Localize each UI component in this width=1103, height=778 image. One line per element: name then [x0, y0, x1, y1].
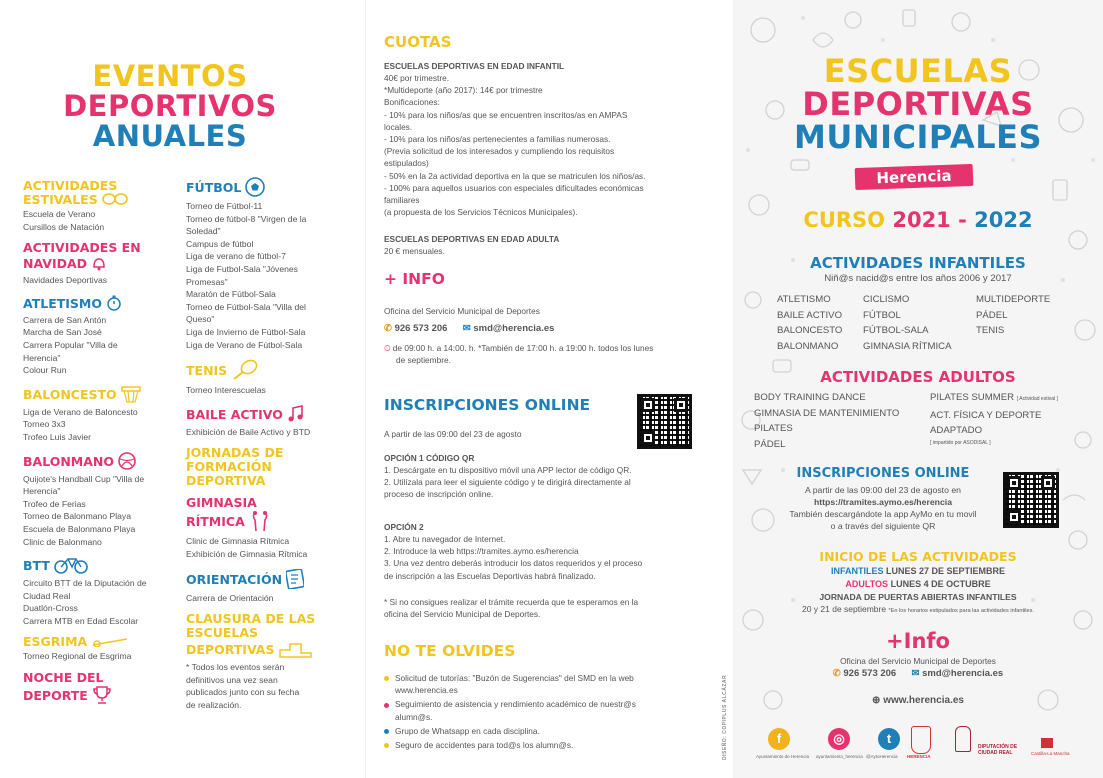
event-item: Carrera MTB en Edad Escolar — [23, 615, 139, 626]
handball-icon — [118, 452, 136, 473]
child-activity: GIMNASIA RÍTMICA — [863, 340, 952, 352]
event-item: Torneo 3x3 — [23, 419, 66, 430]
reminder-text: Seguro de accidentes para tod@s los alumn@s. — [395, 740, 574, 751]
info-title: + INFO — [384, 270, 445, 288]
reminder-item — [384, 739, 724, 751]
info-office: Oficina del Servicio Municipal de Deportes — [384, 306, 540, 316]
child-activity: MULTIDEPORTE — [976, 294, 1051, 305]
event-item: Carrera Popular "Villa de — [23, 339, 118, 350]
activity-note: [ Actividad estival ] — [1016, 396, 1058, 402]
heading-line: JORNADAS DE — [186, 445, 284, 461]
event-item: Ciudad Real — [23, 590, 71, 601]
event-item: Trofeo de Ferias — [23, 498, 86, 509]
inicio-inf-label: INFANTILES — [830, 566, 884, 576]
adult-activity: PÁDEL — [754, 438, 786, 450]
castilla-la-mancha-logo[interactable] — [1041, 738, 1053, 748]
title-line-2: DEPORTIVAS — [802, 85, 1034, 123]
event-item: Quijote's Handball Cup "Villa de — [23, 473, 145, 484]
heading-line: NOCHE DEL — [23, 669, 104, 685]
child-activity: BALONCESTO — [777, 325, 843, 336]
heading-line: GIMNASIA — [186, 495, 257, 511]
event-group — [186, 569, 346, 605]
adult-activity: ACT. FÍSICA Y DEPORTE — [930, 409, 1042, 421]
reminder-text: Seguimiento de asistencia y rendimiento académico de nuestr@s — [395, 699, 636, 710]
title-line-3: ANUALES — [92, 119, 248, 153]
text-line: familiares — [384, 195, 420, 206]
opcion-2 — [384, 521, 719, 582]
text-line: - 50% en la 2a actividad deportiva en la que se matriculen los niños/as. — [384, 170, 646, 181]
text-line: 1. Descárgate en tu dispositivo móvil una APP lector de código QR. — [384, 465, 632, 475]
note-line: de realización. — [186, 699, 242, 710]
event-item: Torneo Interescuelas — [186, 385, 266, 396]
child-activity: ATLETISMO — [777, 294, 831, 305]
event-item: Escuela de Verano — [23, 209, 96, 219]
activity-name: PILATES SUMMER — [930, 392, 1015, 403]
heading-line: ACTIVIDADES — [23, 178, 118, 193]
child-activity: BAILE ACTIVO — [777, 309, 843, 321]
event-item: Torneo Regional de Esgrima — [23, 650, 132, 661]
curso-label: CURSO — [803, 208, 886, 232]
event-group-heading — [186, 177, 346, 200]
note-line: oficina del Servicio Municipal de Deportes. — [384, 609, 541, 620]
note-line: * Si no consigues realizar el trámite recuerda que te esperamos en la — [384, 597, 639, 607]
text-line: 3. Una vez dentro deberás introducir los datos requeridos y el proceso — [384, 558, 643, 569]
reminder-text: www.herencia.es — [395, 685, 458, 696]
jornada-line — [733, 604, 1103, 614]
inscripciones-date: A partir de las 09:00 del 23 de agosto — [384, 429, 522, 439]
event-group-heading — [186, 359, 346, 384]
castilla-logo-label: Castilla-La Mancha — [1031, 751, 1070, 756]
event-item: Liga de Futbol-Sala "Jóvenes — [186, 263, 298, 274]
reminder-text: alumn@s. — [395, 711, 433, 722]
panel-cuotas — [366, 0, 733, 778]
cuotas-adulta — [384, 233, 719, 257]
diputacion-logo-label: DIPUTACIÓN DE CIUDAD REAL — [978, 744, 1018, 756]
events-right-column — [186, 177, 346, 669]
heading-line: ESTIVALES — [23, 193, 173, 208]
activity-note: [ impartido por ASODISAL ] — [930, 439, 991, 446]
tennis-racket-icon — [231, 359, 259, 384]
reminder-item — [384, 725, 724, 737]
reminder-line — [384, 739, 724, 751]
event-item: Torneo de Fútbol-Sala "Villa del — [186, 301, 306, 312]
event-item: Carrera de San Antón — [23, 314, 107, 325]
activity-column — [976, 292, 1050, 339]
text-line: 2. Utilízala para leer el siguiente código y te dirigirá directamente al — [384, 477, 631, 488]
event-item: Clinic de Balonmano — [23, 536, 102, 547]
events-left-column — [23, 179, 173, 716]
heading-line: BAILE ACTIVO — [186, 405, 346, 426]
inscripciones-title: INSCRIPCIONES ONLINE — [384, 396, 591, 414]
instagram-icon[interactable]: ◎ — [828, 728, 850, 750]
stopwatch-icon — [106, 295, 122, 314]
design-credit: DISEÑO: COPIPLUS ALCÁZAR — [722, 674, 728, 760]
inicio-title: INICIO DE LAS ACTIVIDADES — [819, 549, 1017, 564]
diputacion-logo[interactable] — [955, 726, 971, 752]
facebook-icon[interactable]: f — [768, 728, 790, 750]
bell-icon — [91, 255, 107, 274]
qr-finder — [641, 431, 655, 445]
note-line: * Todos los eventos serán — [186, 662, 285, 672]
infantiles-sub: Niñ@s nacid@s entre los años 2006 y 2017 — [824, 273, 1012, 284]
note — [384, 596, 719, 620]
clubs-icon — [249, 510, 271, 535]
text-line: - 10% para los niños/as que se encuentren inscritos/as en AMPAS — [384, 109, 628, 120]
event-item: Liga de Invierno de Fútbol-Sala — [186, 326, 306, 337]
event-item: Marcha de San José — [23, 327, 102, 338]
event-item: Carrera de Orientación — [186, 592, 274, 603]
event-item: Colour Run — [23, 365, 67, 376]
bullet-icon — [384, 743, 389, 748]
event-item: Maratón de Fútbol-Sala — [186, 289, 276, 300]
inicio-adu-date: LUNES 4 DE OCTUBRE — [890, 579, 991, 589]
event-group — [23, 671, 173, 708]
reminder-text: Grupo de Whatsapp en cada disciplina. — [395, 725, 540, 736]
town-name: Herencia — [876, 166, 952, 188]
infantil-title: ESCUELAS DEPORTIVAS EN EDAD INFANTIL — [384, 61, 565, 71]
event-group — [23, 295, 173, 377]
reminder-text: Solicitud de tutorías: "Buzón de Sugerencias" del SMD en la web — [395, 673, 634, 683]
event-item: Torneo de Balonmano Playa — [23, 511, 131, 522]
qr-code[interactable] — [637, 394, 692, 449]
email-icon: ✉ — [911, 668, 920, 679]
p3-info-title: +Info — [886, 629, 950, 653]
event-group-heading — [23, 556, 173, 577]
adultos-left — [754, 390, 924, 452]
p3-qr-code[interactable] — [1003, 472, 1059, 528]
heading-line: TENIS — [186, 359, 346, 384]
title-line-2: DEPORTIVOS — [63, 89, 277, 123]
event-group — [186, 496, 346, 560]
event-group-heading — [23, 179, 173, 208]
curso-year-end: 2022 — [974, 208, 1033, 232]
op1-lines — [384, 464, 719, 501]
heading-line: BTT — [23, 556, 173, 577]
event-group-heading — [186, 569, 346, 592]
note-line: publicados junto con su fecha — [186, 687, 300, 698]
fencing-sword-icon — [91, 636, 127, 650]
op2-lines — [384, 533, 719, 582]
event-item: Promesas" — [186, 276, 228, 287]
text-line: proceso de inscripción online. — [384, 489, 494, 500]
event-item: Campus de fútbol — [186, 238, 254, 249]
reminder-line — [384, 684, 724, 696]
adult-activity — [930, 390, 1100, 408]
text-line: estipulados) — [384, 158, 429, 169]
event-group — [186, 405, 346, 439]
event-group-heading — [23, 241, 173, 274]
event-group — [23, 179, 173, 233]
social-label: @AytoHerencia — [866, 754, 898, 759]
text-line: *Multideporte (año 2017): 14€ por trimestre — [384, 85, 543, 96]
event-item: Cursillos de Natación — [23, 221, 105, 232]
olvides-list — [384, 672, 724, 753]
event-group — [186, 359, 346, 397]
adult-activity: PILATES — [754, 423, 793, 434]
title-line-1: ESCUELAS — [823, 52, 1013, 90]
event-item: Duatlón-Cross — [23, 603, 78, 614]
event-item: Herencia" — [23, 352, 61, 363]
heading-line: DEPORTIVA — [186, 473, 266, 489]
event-group-heading — [186, 612, 346, 661]
child-activity: BALONMANO — [777, 340, 839, 352]
heading-line: ESGRIMA — [23, 635, 173, 650]
reminder-item — [384, 698, 724, 722]
curso-dash: - — [958, 208, 967, 232]
goggles-icon — [102, 193, 128, 208]
text-line: - 100% para aquellos usuarios con especiales dificultades económicas — [384, 182, 644, 193]
event-group-heading — [23, 452, 173, 473]
bullet-icon — [384, 676, 389, 681]
event-item: Escuela de Balonmano Playa — [23, 523, 136, 534]
heading-line: ESCUELAS — [186, 625, 259, 641]
podium-icon — [278, 640, 314, 661]
reminder-line — [384, 672, 724, 684]
text-line: (a propuesta de los Servicios Técnicos Municipales). — [384, 207, 578, 218]
jornada-title: JORNADA DE PUERTAS ABIERTAS INFANTILES — [819, 592, 1017, 602]
event-group — [23, 241, 173, 287]
event-item: Circuito BTT de la Diputación de — [23, 578, 147, 589]
heading-line: ORIENTACIÓN — [186, 569, 346, 592]
child-activity: FÚTBOL-SALA — [863, 325, 929, 336]
email-icon: ✉ — [462, 323, 471, 334]
activity-column — [777, 292, 842, 354]
text-line: locales. — [384, 121, 413, 132]
event-group — [186, 612, 346, 661]
event-item: Clinic de Gimnasia Rítmica — [186, 536, 290, 547]
adultos-right — [930, 390, 1100, 447]
event-group — [23, 385, 173, 444]
event-group-heading — [23, 635, 173, 650]
reminder-line — [384, 711, 724, 723]
trophy-icon — [92, 685, 112, 708]
basket-icon — [121, 385, 141, 406]
cuotas-infantil — [384, 60, 719, 218]
opcion-1 — [384, 452, 719, 501]
text-line: (Previa solicitud de los interesados y cumpliendo los requisitos — [384, 146, 615, 157]
phone-icon: ✆ — [832, 668, 841, 679]
inicio-adu-label: ADULTOS — [845, 579, 889, 589]
bullet-icon — [384, 729, 389, 734]
text-line: de inscripción a las Escuelas Deportivas habrá finalizado. — [384, 570, 596, 581]
adult-activity: ADAPTADO — [930, 425, 983, 436]
football-icon — [245, 177, 265, 200]
event-group-heading — [186, 496, 346, 535]
child-activity: PÁDEL — [976, 309, 1008, 321]
reminder-line — [384, 698, 724, 710]
bullet-icon — [384, 703, 389, 708]
globe-icon: ⊕ — [872, 695, 881, 706]
event-group — [186, 177, 346, 351]
panel-eventos — [0, 0, 366, 778]
text-line: 1. Abre tu navegador de Internet. — [384, 534, 506, 544]
child-activity: CICLISMO — [863, 294, 910, 305]
clock-icon: ⏲ — [384, 343, 391, 353]
curso-year-start: 2021 — [892, 208, 951, 232]
web-link[interactable]: www.herencia.es — [883, 695, 964, 706]
reminder-line — [384, 725, 724, 737]
adulta-title: ESCUELAS DEPORTIVAS EN EDAD ADULTA — [384, 234, 560, 244]
bicycle-icon — [54, 556, 88, 577]
event-item: Herencia" — [23, 486, 61, 497]
insc-url[interactable]: https://tramites.aymo.es/herencia — [813, 497, 953, 507]
event-item: Exhibición de Baile Activo y BTD — [186, 426, 311, 437]
panel-escuelas — [733, 0, 1103, 778]
event-group-heading — [23, 385, 173, 406]
p3-phone[interactable]: 926 573 206 — [843, 668, 897, 679]
op2-title: OPCIÓN 2 — [384, 522, 424, 532]
insc-line: o a través del siguiente QR — [830, 521, 936, 531]
event-group-heading — [186, 405, 346, 426]
p3-info-contact — [733, 668, 1103, 679]
herencia-logo-label: HERENCIA — [907, 754, 931, 759]
event-item: Torneo de Fútbol-11 — [186, 201, 263, 211]
heading-line: DEPORTIVAS — [186, 640, 346, 661]
social-label: ayuntamiento_herencia — [816, 754, 863, 759]
event-item: Trofeo Luis Javier — [23, 431, 91, 442]
inicio-adultos — [733, 579, 1103, 589]
town-banner — [855, 164, 974, 190]
qr-finder — [1007, 476, 1021, 490]
event-group-heading — [23, 671, 173, 708]
twitter-icon[interactable]: t — [878, 728, 900, 750]
text-line: - 10% para los niños/as pertenecientes a familias numerosas. — [384, 134, 611, 145]
child-activity: FÚTBOL — [863, 309, 901, 321]
event-item: Navidades Deportivas — [23, 275, 108, 286]
child-activity: TENIS — [976, 325, 1005, 336]
adulta-line: 20 € mensuales. — [384, 246, 445, 256]
qr-finder — [674, 398, 688, 412]
jornada-date: 20 y 21 de septiembre — [801, 604, 887, 614]
eventos-title — [0, 59, 340, 153]
music-note-icon — [287, 405, 305, 426]
heading-line: FÚTBOL — [186, 177, 346, 200]
event-item: Exhibición de Gimnasia Rítmica — [186, 548, 308, 559]
phone-icon: ✆ — [384, 323, 392, 334]
info-hours — [384, 342, 719, 366]
activity-column — [863, 292, 951, 354]
event-group-heading — [23, 295, 173, 314]
hours-line: de septiembre. — [396, 355, 451, 366]
hours-line: de 09:00 h. a 14:00. h. *También de 17:00 h. a 19:00 h. todos los lunes — [392, 343, 654, 353]
text-line: 40€ por trimestre. — [384, 73, 450, 83]
curso — [733, 208, 1103, 232]
event-group — [23, 452, 173, 549]
event-group — [186, 446, 346, 488]
heading-line: BALONMANO — [23, 452, 173, 473]
qr-finder — [1041, 476, 1055, 490]
event-group — [23, 556, 173, 627]
inicio-inf-date: LUNES 27 DE SEPTIEMBRE — [886, 566, 1006, 576]
event-item: Liga de Verano de Fútbol-Sala — [186, 339, 303, 350]
op1-title: OPCIÓN 1 CÓDIGO QR — [384, 453, 475, 463]
qr-finder — [641, 398, 655, 412]
p3-inscripciones-lines — [753, 484, 1013, 532]
jornada-note: *En los horarios estipulados para las actividades infantiles. — [888, 608, 1034, 614]
p3-inscripciones-title: INSCRIPCIONES ONLINE — [796, 466, 970, 481]
title-line-1: EVENTOS — [92, 59, 248, 93]
infantiles-title: ACTIVIDADES INFANTILES — [810, 254, 1026, 272]
phone-number[interactable]: 926 573 206 — [394, 323, 448, 334]
event-item: Soledad" — [186, 226, 221, 237]
text-line: 2. Introduce la web https://tramites.aymo.es/herencia — [384, 546, 579, 557]
event-item: Queso" — [186, 314, 215, 325]
heading-line: DEPORTE — [23, 685, 173, 708]
heading-line: RÍTMICA — [186, 510, 346, 535]
map-icon — [286, 569, 304, 592]
title-line-3: MUNICIPALES — [794, 118, 1042, 156]
event-group — [23, 635, 173, 662]
adult-activity: BODY TRAINING DANCE — [754, 392, 866, 403]
adult-activity: GIMNASIA DE MANTENIMIENTO — [754, 407, 900, 419]
text-line: Bonificaciones: — [384, 97, 440, 108]
infantil-lines — [384, 72, 719, 218]
heading-line: ACTIVIDADES EN — [23, 240, 141, 256]
event-group-heading — [186, 446, 346, 488]
info-contact — [384, 323, 554, 334]
qr-finder — [1007, 510, 1021, 524]
inicio-infantiles — [733, 566, 1103, 576]
adultos-title: ACTIVIDADES ADULTOS — [820, 368, 1016, 386]
insc-line: También descargándote la app AyMo en tu movil — [789, 509, 977, 519]
heading-line: BALONCESTO — [23, 385, 173, 406]
event-item: Torneo de fútbol-8 "Virgen de la — [186, 213, 307, 224]
p3-email[interactable]: smd@herencia.es — [922, 668, 1004, 679]
email-address[interactable]: smd@herencia.es — [473, 323, 555, 334]
heading-line: NAVIDAD — [23, 255, 173, 274]
event-item: Liga de Verano de Baloncesto — [23, 406, 138, 417]
events-note — [186, 661, 346, 711]
reminder-item — [384, 672, 724, 696]
heading-line: FORMACIÓN — [186, 459, 272, 475]
social-label: Ayuntamiento de Herencia — [756, 754, 809, 759]
cuotas-title: CUOTAS — [384, 33, 452, 51]
heading-line: ATLETISMO — [23, 295, 173, 314]
heading-line: CLAUSURA DE LAS — [186, 611, 316, 627]
herencia-crest-logo[interactable] — [911, 726, 931, 754]
event-item: Liga de verano de fútbol-7 — [186, 251, 286, 262]
olvides-title: NO TE OLVIDES — [384, 642, 516, 660]
note-line: definitivos una vez sean — [186, 674, 278, 685]
insc-line: A partir de las 09:00 del 23 de agosto en — [804, 485, 961, 495]
p3-info-office: Oficina del Servicio Municipal de Deportes — [840, 656, 996, 666]
p3-web — [733, 695, 1103, 706]
escuelas-title — [748, 52, 1088, 156]
